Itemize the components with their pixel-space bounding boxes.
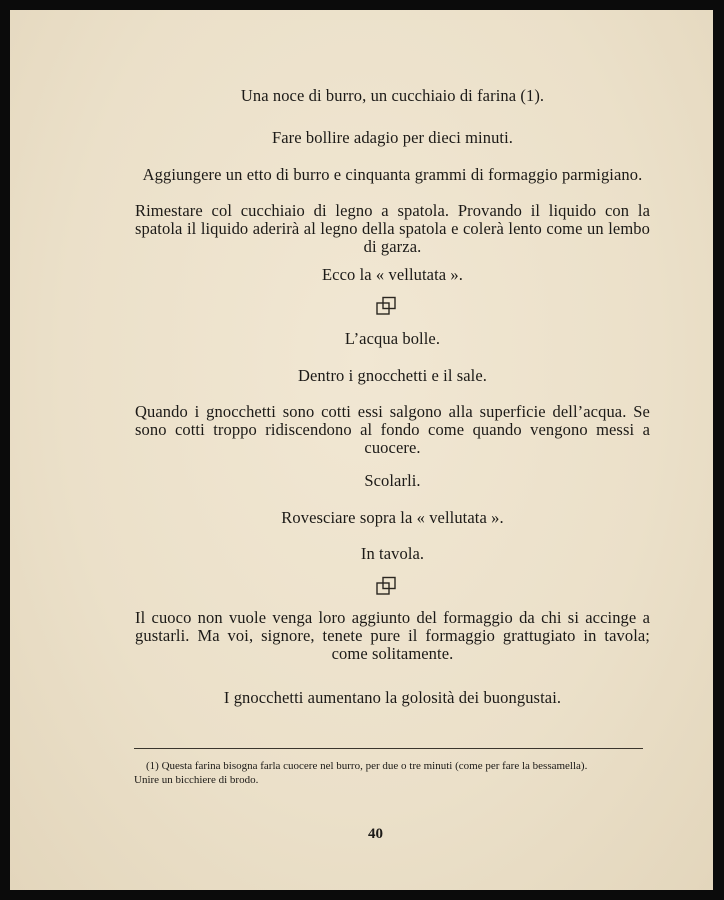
paragraph-acqua-bolle: L’acqua bolle. [344,329,441,348]
ornament-squares-icon [375,296,399,316]
ornament-squares-icon [375,576,399,596]
footnote-line-1: (1) Questa farina bisogna farla cuocere nel burro, per due o tre minuti (come per fare la bessamella). [146,760,588,772]
page-number: 40 [368,826,383,842]
paragraph-in-tavola: In tavola. [360,544,425,563]
paragraph-scolarli: Scolarli. [364,471,421,490]
paragraph-burro-farina: Una noce di burro, un cucchiaio di farina (1). [240,86,545,105]
paragraph-rovesciare: Rovesciare sopra la « vellutata ». [281,508,504,527]
book-page [10,10,713,890]
paragraph-fare-bollire: Fare bollire adagio per dieci minuti. [271,128,514,147]
paragraph-quando-gnocchetti: Quando i gnocchetti sono cotti essi salgono alla superficie dell’acqua. Se sono cotti troppo ridiscendono al fondo come quando vengono messi a cuocere. [135,402,650,457]
footnote-line-2: Unire un bicchiere di brodo. [134,774,259,786]
paragraph-dentro-gnocchetti: Dentro i gnocchetti e il sale. [297,366,488,385]
paragraph-golosita: I gnocchetti aumentano la golosità dei buongustai. [223,688,562,707]
footnote-divider [134,748,643,749]
paragraph-rimestare: Rimestare col cucchiaio di legno a spatola. Provando il liquido con la spatola il liquido aderirà al legno della spatola e colerà lento come un lembo di garza. [135,201,650,256]
paragraph-ecco-vellutata: Ecco la « vellutata ». [321,265,464,284]
paragraph-il-cuoco: Il cuoco non vuole venga loro aggiunto del formaggio da chi si accinge a gustarli. Ma voi, signore, tenete pure il formaggio grattugiato in tavola; come solitamente. [135,608,650,663]
paragraph-aggiungere: Aggiungere un etto di burro e cinquanta grammi di formaggio parmigiano. [142,165,643,184]
